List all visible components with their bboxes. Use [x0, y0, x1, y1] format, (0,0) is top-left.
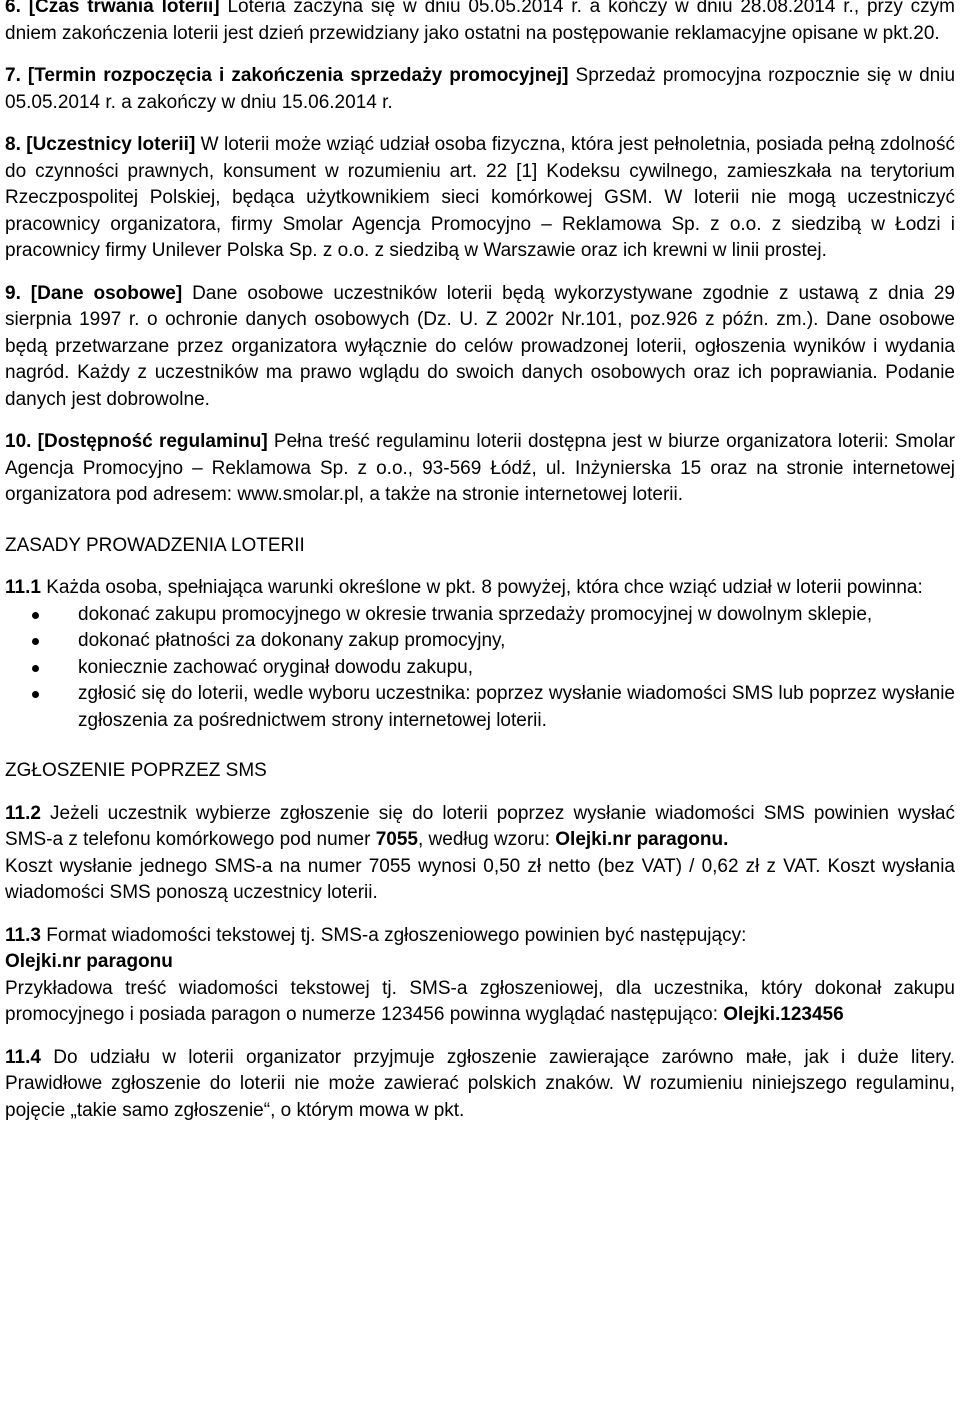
list-item: koniecznie zachować oryginał dowodu zakupu, — [5, 655, 955, 682]
section-number: 11.1 — [5, 577, 41, 598]
section-text: Format wiadomości tekstowej tj. SMS-a zgłoszeniowego powinien być następujący: — [40, 924, 747, 946]
sms-example: Przykładowa treść wiadomości tekstowej tj. SMS-a zgłoszeniowej, dla uczestnika, który dokonał zakupu promocyjnego i posiada paragon o numerze 123456 powinna wyglądać następująco: Olejki.123456 — [5, 977, 955, 1025]
section-number: 9. — [5, 282, 21, 304]
sms-example-value: Olejki.123456 — [723, 1004, 844, 1025]
sms-cost-text: Koszt wysłanie jednego SMS-a na numer 7055 wynosi 0,50 zł netto (bez VAT) / 0,62 zł z VAT. Koszt wysłania wiadomości SMS ponoszą uczestnicy loterii. — [5, 855, 955, 903]
list-item: dokonać zakupu promocyjnego w okresie trwania sprzedaży promocyjnej w dowolnym sklepie, — [5, 602, 955, 629]
section-11-1 — [5, 575, 955, 602]
section-text: Każda osoba, spełniająca warunki określone w pkt. 8 powyżej, która chce wziąć udział w loterii powinna: — [40, 577, 923, 598]
section-number: 6. — [5, 0, 21, 17]
section-9 — [5, 281, 955, 414]
section-8 — [5, 132, 955, 265]
section-10 — [5, 429, 955, 509]
list-item: dokonać płatności za dokonany zakup promocyjny, — [5, 628, 955, 655]
bullet-icon — [32, 665, 39, 672]
sms-number: 7055 — [375, 829, 418, 850]
section-11-2: 11.2 Jeżeli uczestnik wybierze zgłoszenie się do loterii poprzez wysłanie wiadomości SMS powinien wysłać SMS-a z telefonu komórkowego pod numer 7055, według wzoru: Olejki.nr paragonu. — [5, 802, 955, 850]
section-heading: [Czas trwania loterii] — [28, 0, 220, 17]
list-item: zgłosić się do loterii, wedle wyboru uczestnika: poprzez wysłanie wiadomości SMS lub poprzez wysłanie zgłoszenia za pośrednictwem strony internetowej loterii. — [5, 681, 955, 734]
section-heading: [Dostępność regulaminu] — [37, 431, 268, 452]
heading-rules: ZASADY PROWADZENIA LOTERII — [5, 534, 305, 556]
section-number: 11.3 — [5, 924, 41, 946]
section-number: 11.2 — [5, 802, 41, 824]
section-6 — [5, 0, 955, 47]
section-text: Dane osobowe uczestników loterii będą wykorzystywane zgodnie z ustawą z dnia 29 sierpnia 1997 r. o ochronie danych osobowych (Dz. U. Z 2002r Nr.101, poz.926 z późn. zm.). Dane osobowe będą przetwarzane przez organizatora wyłącznie do celów prowadzonej loterii, ogłoszenia wyników i wydania nagród. Każdy z uczestników ma prawo wglądu do swoich danych osobowych oraz ich poprawiania. Podanie danych jest dobrowolne. — [5, 282, 955, 410]
bullet-icon — [32, 612, 39, 619]
section-heading: [Dane osobowe] — [30, 282, 183, 304]
sms-pattern: Olejki.nr paragonu. — [555, 829, 729, 850]
section-heading: [Uczestnicy loterii] — [26, 134, 196, 155]
section-text: W loterii może wziąć udział osoba fizyczna, która jest pełnoletnia, posiada pełną zdolność do czynności prawnych, konsument w rozumieniu art. 22 [1] Kodeksu cywilnego, zamieszkała na terytorium Rzeczpospolitej Polskiej, będąca użytkownikiem sieci komórkowej GSM. W loterii nie mogą uczestniczyć pracownicy organizatora, firmy Smolar Agencja Promocyjno – Reklamowa Sp. z o.o. z siedzibą w Łodzi i pracownicy firmy Unilever Polska Sp. z o.o. z siedzibą w Warszawie oraz ich krewni w linii prostej. — [5, 134, 955, 261]
section-11-3 — [5, 923, 955, 950]
section-11-4 — [5, 1045, 955, 1125]
section-text: Sprzedaż promocyjna rozpocznie się w dniu 05.05.2014 r. a zakończy w dniu 15.06.2014 r. — [5, 65, 956, 113]
section-heading: [Termin rozpoczęcia i zakończenia sprzedaży promocyjnej] — [27, 65, 569, 86]
heading-sms: ZGŁOSZENIE POPRZEZ SMS — [5, 760, 267, 781]
section-text: Loteria zaczyna się w dniu 05.05.2014 r. a kończy w dniu 28.08.2014 r., przy czym dniem zakończenia loterii jest dzień przewidziany jako ostatni na postępowanie reklamacyjne opisane w pkt.20. — [5, 0, 956, 44]
section-number: 11.4 — [5, 1046, 41, 1068]
section-text: Do udziału w loterii organizator przyjmuje zgłoszenie zawierające zarówno małe, jak i duże litery. Prawidłowe zgłoszenie do loterii nie może zawierać polskich znaków. W rozumieniu niniejszego regulaminu, pojęcie „takie samo zgłoszenie“, o którym mowa w pkt. — [5, 1046, 955, 1121]
section-number: 10. — [5, 431, 32, 452]
bullet-icon — [32, 638, 39, 645]
section-number: 7. — [5, 65, 21, 86]
section-number: 8. — [5, 134, 21, 155]
section-7 — [5, 63, 955, 116]
section-text: Pełna treść regulaminu loterii dostępna jest w biurze organizatora loterii: Smolar Agencja Promocyjno – Reklamowa Sp. z o.o., 93-569 Łódź, ul. Inżynierska 15 oraz na stronie internetowej organizatora pod adresem: www.smolar.pl, a także na stronie internetowej loterii. — [5, 431, 956, 505]
sms-format: Olejki.nr paragonu — [5, 951, 173, 972]
bullet-icon — [32, 691, 39, 698]
requirements-list — [5, 602, 955, 735]
section-text: Jeżeli uczestnik wybierze zgłoszenie się do loterii poprzez wysłanie wiadomości SMS powinien wysłać SMS-a z telefonu komórkowego pod numer — [5, 802, 955, 850]
